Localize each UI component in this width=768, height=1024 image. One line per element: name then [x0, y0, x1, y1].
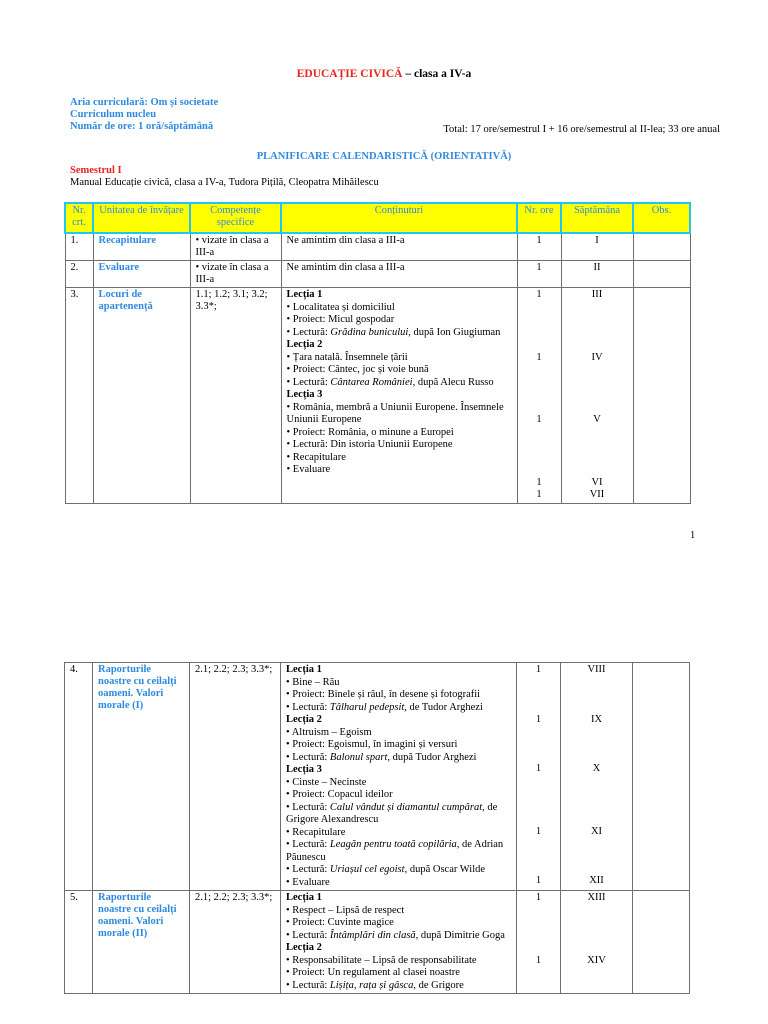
cell-content [281, 288, 517, 504]
cell-content: Ne amintim din clasa a III-a [281, 233, 517, 261]
content-item: • România, membră a Uniunii Europene. Însemnele Uniunii Europene [286, 401, 504, 425]
lesson-title: Lecția 3 [286, 764, 322, 775]
cell-obs [633, 288, 690, 504]
content-item: • Bine – Rău [286, 676, 340, 688]
col-ore: Nr. ore [517, 203, 561, 233]
reading-item: • Lectură: Cântarea României, după Alecu Russo [286, 376, 494, 388]
content-item: • Proiect: Cântec, joc și voie bună [286, 364, 429, 375]
cell-unit: Locuri de apartenență [93, 288, 190, 504]
content-item: • Recapitulare [286, 451, 346, 463]
content-item: • Proiect: Copacul ideilor [286, 789, 393, 800]
table-row [65, 891, 690, 994]
lesson-title: Lecția 1 [286, 892, 322, 903]
cell-unit: Raporturile noastre cu ceilalți oameni. Valori morale (I) [93, 663, 190, 891]
cell-obs [633, 891, 690, 994]
cell-sapt: III IV V VI VII [561, 288, 633, 504]
cell-obs [633, 663, 690, 891]
col-nr: Nr. crt. [65, 203, 93, 233]
cell-sapt: II [561, 261, 633, 288]
content-item: • Proiect: Binele și răul, în desene și fotografii [286, 689, 481, 700]
cell-comp: • vizate în clasa a III-a [190, 261, 281, 288]
col-competente: Competențe specifice [190, 203, 281, 233]
table-row [65, 233, 690, 261]
content-item: • Evaluare [286, 876, 330, 888]
cell-nr: 4. [65, 663, 93, 891]
cell-unit: Evaluare [93, 261, 190, 288]
content-item: • Altruism – Egoism [286, 726, 372, 738]
content-item: • Țara natală. Însemnele țării [286, 351, 408, 363]
table-row [65, 288, 690, 504]
cell-sapt: I [561, 233, 633, 261]
planning-table-1 [64, 202, 691, 504]
lesson-title: Lecția 2 [286, 942, 322, 953]
document-page-2 [0, 590, 768, 1024]
cell-sapt: VIII IX X XI XII [561, 663, 633, 891]
cell-content [281, 663, 517, 891]
curriculum-info [70, 97, 218, 133]
content-item: • Proiect: Egoismul, în imagini și versuri [286, 739, 458, 750]
cell-comp: 2.1; 2.2; 2.3; 3.3*; [190, 663, 281, 891]
table-row [65, 663, 690, 891]
reading-item: • Lectură: Calul vândut și diamantul cumpărat, de Grigore Alexandrescu [286, 801, 498, 825]
cell-nr: 5. [65, 891, 93, 994]
aria-curriculara: Aria curriculară: Om și societate [70, 97, 219, 108]
table-header-row [65, 203, 690, 233]
cell-unit: Raporturile noastre cu ceilalți oameni. Valori morale (II) [93, 891, 190, 994]
cell-obs [633, 233, 690, 261]
lesson-title: Lecția 1 [286, 289, 323, 300]
lesson-title: Lecția 2 [286, 339, 323, 350]
cell-content [281, 891, 517, 994]
lesson-title: Lecția 3 [286, 389, 323, 400]
cell-comp: 1.1; 1.2; 3.1; 3.2; 3.3*; [190, 288, 281, 504]
content-item: • Evaluare [286, 464, 331, 475]
semester-label: Semestrul I [70, 165, 122, 176]
content-item: • Proiect: Cuvinte magice [286, 917, 394, 928]
content-item: • Respect – Lipsă de respect [286, 904, 405, 916]
cell-ore: 1 [517, 233, 561, 261]
reading-item: • Lectură: Uriașul cel egoist, după Oscar Wilde [286, 864, 486, 875]
content-item: • Cinste – Necinste [286, 776, 367, 788]
cell-ore: 1 [517, 261, 561, 288]
content-item: • Responsabilitate – Lipsă de responsabilitate [286, 954, 477, 966]
col-obs: Obs. [633, 203, 690, 233]
content-item: • Localitatea și domiciliul [286, 301, 395, 313]
cell-ore: 1 1 1 1 1 [517, 288, 561, 504]
cell-nr: 1. [65, 233, 93, 261]
cell-sapt: XIII XIV [561, 891, 633, 994]
reading-item: • Lectură: Întâmplări din clasă, după Dimitrie Goga [286, 929, 505, 941]
hours-per-week: Număr de ore: 1 oră/săptămână [70, 121, 214, 132]
lesson-title: Lecția 1 [286, 664, 322, 675]
content-item: • Lectură: Din istoria Uniunii Europene [286, 439, 453, 450]
content-item: • Proiect: România, o minune a Europei [286, 426, 454, 438]
content-item: • Proiect: Micul gospodar [286, 314, 395, 325]
content-item: • Proiect: Un regulament al clasei noastre [286, 967, 460, 978]
reading-item: • Lectură: Balonul spart, după Tudor Arghezi [286, 751, 477, 763]
cell-ore: 1 1 [517, 891, 561, 994]
total-hours: Total: 17 ore/semestrul I + 16 ore/semestrul al II-lea; 33 ore anual [443, 124, 720, 135]
document-title: EDUCAȚIE CIVICĂ – clasa a IV-a [296, 68, 472, 80]
cell-unit: Recapitulare [93, 233, 190, 261]
cell-ore: 1 1 1 1 1 [517, 663, 561, 891]
col-saptamana: Săptămâna [561, 203, 633, 233]
cell-content: Ne amintim din clasa a III-a [281, 261, 517, 288]
table-row [65, 261, 690, 288]
page-number: 1 [690, 530, 696, 541]
reading-item: • Lectură: Grădina bunicului, după Ion Giugiuman [286, 326, 501, 338]
curriculum-type: Curriculum nucleu [70, 109, 157, 120]
cell-comp: 2.1; 2.2; 2.3; 3.3*; [190, 891, 281, 994]
plan-title: PLANIFICARE CALENDARISTICĂ (ORIENTATIVĂ) [256, 151, 512, 162]
cell-comp: • vizate în clasa a III-a [190, 233, 281, 261]
col-continuturi: Conținuturi [281, 203, 517, 233]
manual-reference: Manual Educație civică, clasa a IV-a, Tudora Pițilă, Cleopatra Mihăilescu [70, 177, 379, 188]
content-item: • Recapitulare [286, 826, 346, 838]
cell-nr: 3. [65, 288, 93, 504]
reading-item: • Lectură: Leagăn pentru toată copilăria, de Adrian Păunescu [286, 839, 504, 863]
col-unit: Unitatea de învățare [93, 203, 190, 233]
reading-item: • Lectură: Lișița, rața și gâsca, de Grigore [286, 979, 464, 991]
lesson-title: Lecția 2 [286, 714, 322, 725]
reading-item: • Lectură: Tâlharul pedepsit, de Tudor Arghezi [286, 701, 483, 713]
planning-table-2 [64, 662, 690, 994]
cell-nr: 2. [65, 261, 93, 288]
cell-obs [633, 261, 690, 288]
